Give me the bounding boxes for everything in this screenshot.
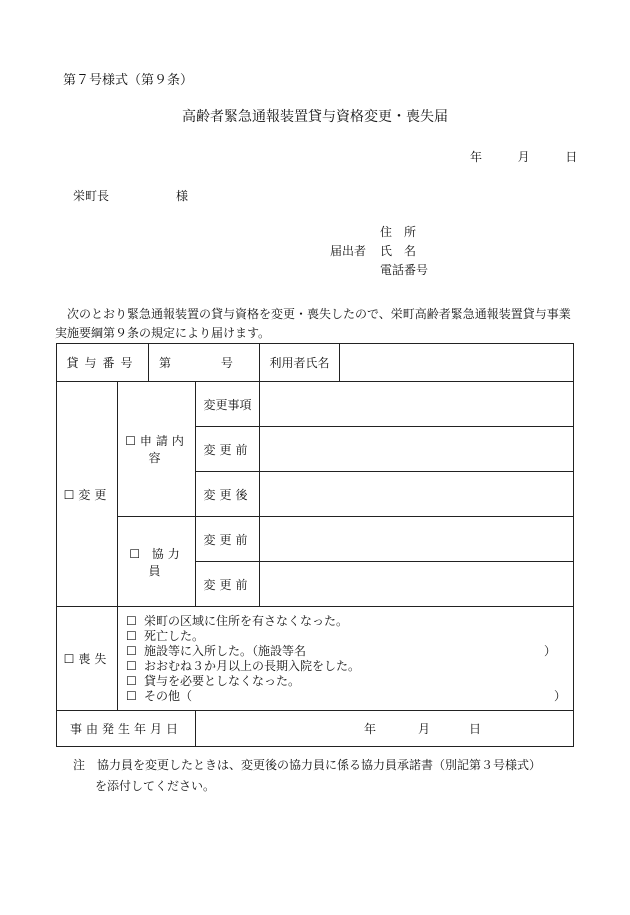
loss-reason-text: 栄町の区域に住所を有さなくなった。 bbox=[144, 613, 349, 628]
user-name-label: 利用者氏名 bbox=[260, 344, 340, 382]
addressee-name: 栄町長 bbox=[73, 189, 110, 203]
checkbox-icon[interactable]: ☐ bbox=[126, 673, 137, 688]
form-number: 第７号様式（第９条） bbox=[63, 73, 194, 88]
name-label: 氏 名 bbox=[380, 244, 417, 258]
occurrence-day-label: 日 bbox=[469, 722, 482, 736]
address-label: 住 所 bbox=[380, 225, 417, 239]
loss-reason-2[interactable] bbox=[126, 629, 565, 644]
loss-reason-1[interactable] bbox=[126, 614, 565, 629]
application-content-option[interactable]: ☐申請内容 bbox=[118, 382, 196, 517]
loan-number-field[interactable] bbox=[149, 344, 260, 382]
loss-reason-text: おおむね３か月以上の長期入院をした。 bbox=[144, 658, 361, 673]
change-item-label: 変更事項 bbox=[196, 382, 260, 427]
loss-option[interactable]: ☐喪失 bbox=[57, 607, 118, 711]
checkbox-icon[interactable]: ☐ bbox=[126, 658, 137, 673]
helper-before-label-1: 変更前 bbox=[196, 517, 260, 562]
footnote-line-1: 注 協力員を変更したときは、変更後の協力員に係る協力員承諾書（別記第３号様式） bbox=[73, 758, 542, 772]
loss-reason-text: 貸与を必要としなくなった。 bbox=[144, 673, 301, 688]
checkbox-icon[interactable]: ☐ bbox=[126, 628, 137, 643]
occurrence-date-label: 事由発生年月日 bbox=[57, 711, 196, 747]
loan-number-suffix: 号 bbox=[220, 356, 233, 370]
change-loss-form-table bbox=[56, 343, 574, 747]
checkbox-icon[interactable]: ☐ bbox=[126, 643, 137, 658]
submission-date bbox=[470, 148, 577, 165]
document-title: 高齢者緊急通報装置貸与資格変更・喪失届 bbox=[182, 109, 448, 125]
helper-before-field-1[interactable] bbox=[260, 517, 574, 562]
addressee bbox=[73, 187, 189, 204]
loan-number-label: 貸与番号 bbox=[57, 344, 149, 382]
date-month-label: 月 bbox=[517, 150, 530, 164]
loss-reason-5[interactable] bbox=[126, 674, 565, 689]
loss-reason-4[interactable] bbox=[126, 659, 565, 674]
other-close-paren: ） bbox=[554, 688, 567, 703]
loss-reason-text: その他（ bbox=[144, 688, 193, 703]
occurrence-year-label: 年 bbox=[364, 722, 377, 736]
facility-name-close-paren: ） bbox=[544, 643, 557, 658]
helper-before-label-2: 変更前 bbox=[196, 562, 260, 607]
footnote bbox=[73, 755, 583, 797]
occurrence-date-field[interactable] bbox=[196, 711, 574, 747]
change-item-field[interactable] bbox=[260, 382, 574, 427]
user-name-field[interactable] bbox=[340, 344, 574, 382]
addressee-honorific: 様 bbox=[176, 189, 189, 203]
loan-number-prefix: 第 bbox=[159, 356, 172, 370]
date-day-label: 日 bbox=[565, 150, 578, 164]
helper-option[interactable]: ☐ 協力員 bbox=[118, 517, 196, 607]
checkbox-icon[interactable]: ☐ bbox=[126, 688, 137, 703]
after-change-field[interactable] bbox=[260, 472, 574, 517]
phone-label: 電話番号 bbox=[380, 263, 429, 277]
before-change-label: 変更前 bbox=[196, 427, 260, 472]
submitter-label: 届出者 bbox=[330, 244, 367, 258]
before-change-field[interactable] bbox=[260, 427, 574, 472]
occurrence-month-label: 月 bbox=[418, 722, 431, 736]
applicant-block bbox=[330, 223, 440, 280]
checkbox-icon[interactable]: ☐ bbox=[126, 613, 137, 628]
date-year-label: 年 bbox=[470, 150, 483, 164]
intro-text: 次のとおり緊急通報装置の貸与資格を変更・喪失したので、栄町高齢者緊急通報装置貸与事業実施要綱第９条の規定により届けます。 bbox=[55, 307, 571, 340]
loss-reason-3[interactable] bbox=[126, 644, 565, 659]
after-change-label: 変更後 bbox=[196, 472, 260, 517]
loss-reason-6[interactable] bbox=[126, 689, 565, 704]
change-option[interactable]: ☐変更 bbox=[57, 382, 118, 607]
helper-before-field-2[interactable] bbox=[260, 562, 574, 607]
loss-reason-text: 施設等に入所した。（施設等名 bbox=[144, 643, 307, 658]
footnote-line-2: を添付してください。 bbox=[95, 779, 216, 793]
intro-paragraph bbox=[55, 305, 575, 343]
loss-reason-text: 死亡した。 bbox=[144, 628, 205, 643]
loss-reason-list bbox=[118, 607, 574, 711]
